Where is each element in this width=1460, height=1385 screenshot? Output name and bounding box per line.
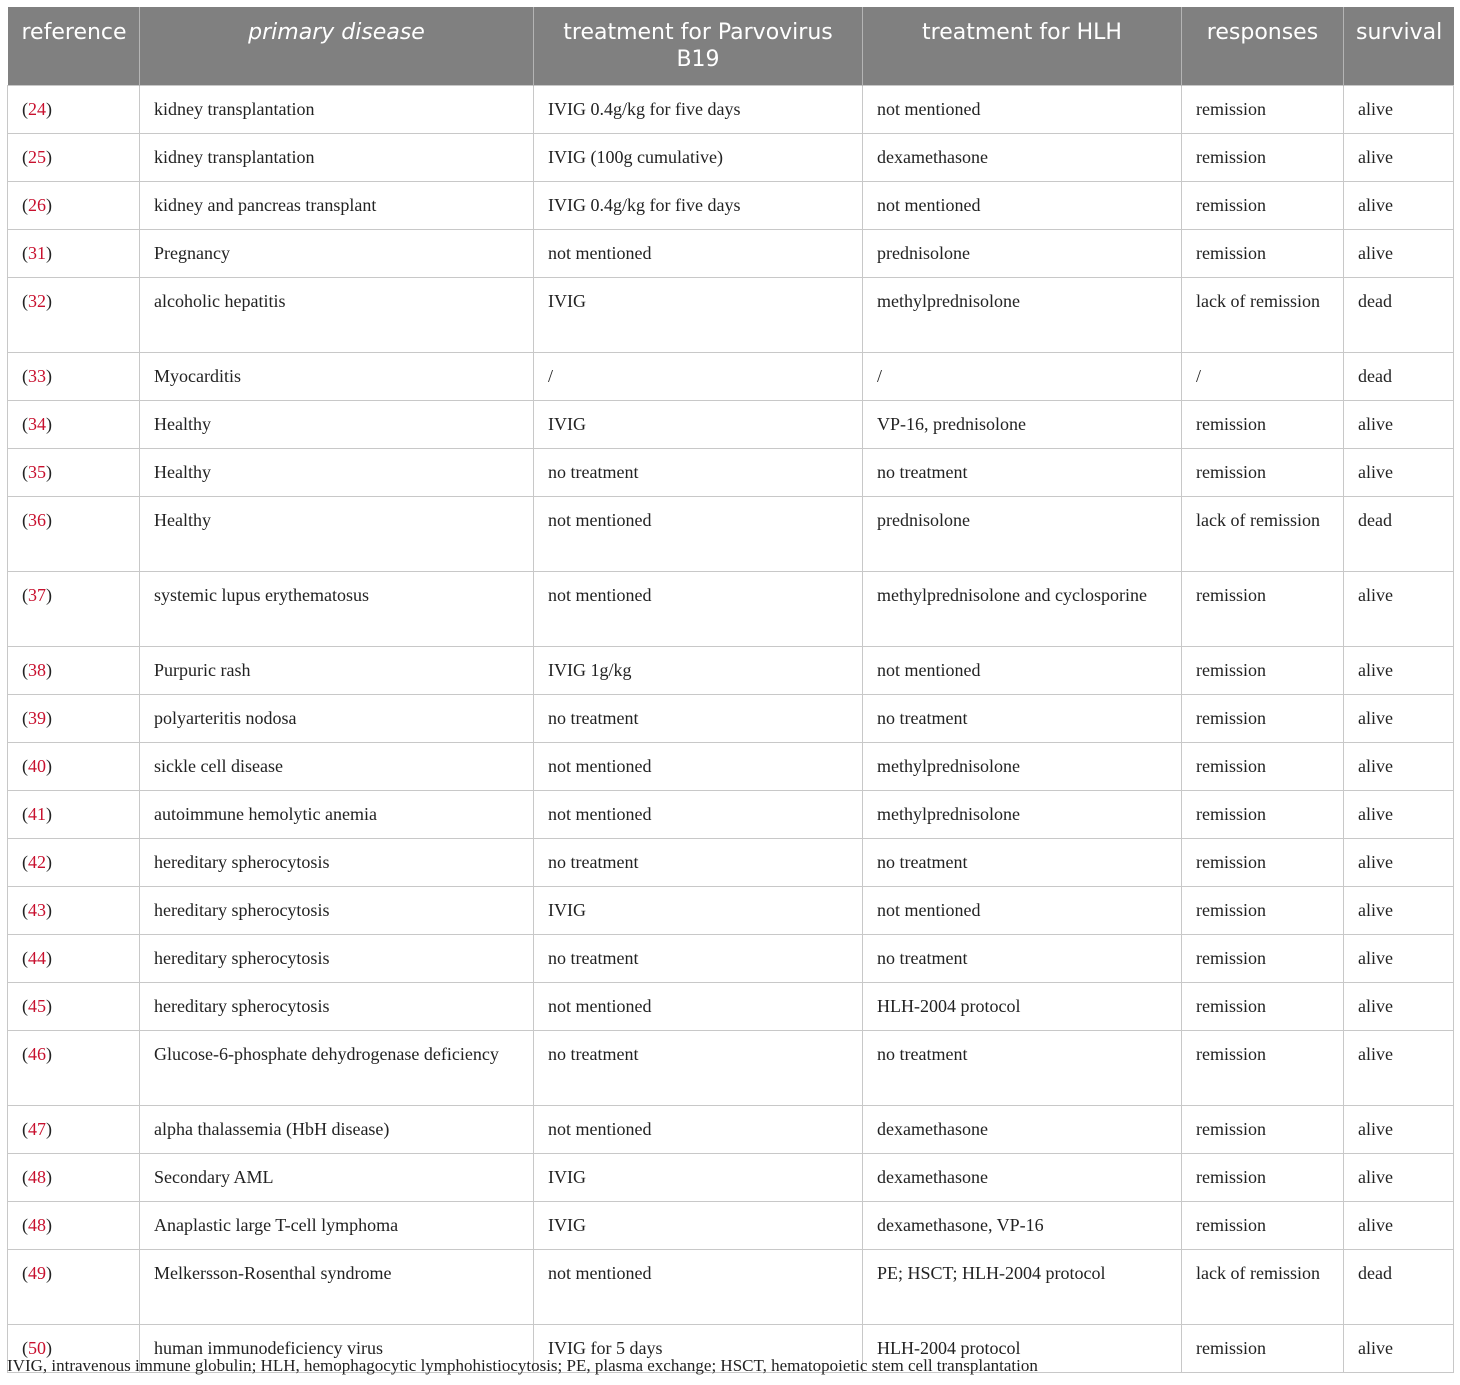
- cell-response: remission: [1182, 572, 1344, 647]
- cell-treatment-hlh: HLH-2004 protocol: [863, 1325, 1182, 1373]
- cell-reference: (40): [8, 743, 140, 791]
- cell-primary-disease: kidney transplantation: [140, 86, 534, 134]
- reference-link[interactable]: 42: [28, 852, 46, 872]
- cell-survival: dead: [1344, 278, 1454, 353]
- cell-response: lack of remission: [1182, 497, 1344, 572]
- reference-link[interactable]: 48: [28, 1167, 46, 1187]
- cell-survival: dead: [1344, 353, 1454, 401]
- cell-response: remission: [1182, 1202, 1344, 1250]
- table-row: [8, 1154, 1454, 1202]
- cell-survival: alive: [1344, 86, 1454, 134]
- table-row: [8, 695, 1454, 743]
- cell-reference: (39): [8, 695, 140, 743]
- cell-response: remission: [1182, 230, 1344, 278]
- cell-treatment-hlh: no treatment: [863, 839, 1182, 887]
- cell-reference: (24): [8, 86, 140, 134]
- cell-reference: (32): [8, 278, 140, 353]
- cell-treatment-hlh: not mentioned: [863, 182, 1182, 230]
- reference-link[interactable]: 41: [28, 804, 46, 824]
- cell-primary-disease: human immunodeficiency virus: [140, 1325, 534, 1373]
- cell-treatment-hlh: dexamethasone: [863, 134, 1182, 182]
- cell-treatment-parvovirus: not mentioned: [534, 791, 863, 839]
- cell-response: remission: [1182, 1154, 1344, 1202]
- cell-primary-disease: systemic lupus erythematosus: [140, 572, 534, 647]
- cell-treatment-parvovirus: IVIG 0.4g/kg for five days: [534, 182, 863, 230]
- cell-reference: (25): [8, 134, 140, 182]
- cell-treatment-parvovirus: IVIG for 5 days: [534, 1325, 863, 1373]
- cell-primary-disease: Secondary AML: [140, 1154, 534, 1202]
- cell-reference: (37): [8, 572, 140, 647]
- cell-response: remission: [1182, 935, 1344, 983]
- cell-primary-disease: Melkersson-Rosenthal syndrome: [140, 1250, 534, 1325]
- cell-primary-disease: autoimmune hemolytic anemia: [140, 791, 534, 839]
- cell-survival: alive: [1344, 695, 1454, 743]
- cell-treatment-hlh: dexamethasone: [863, 1154, 1182, 1202]
- reference-link[interactable]: 33: [28, 366, 46, 386]
- cell-primary-disease: hereditary spherocytosis: [140, 935, 534, 983]
- cell-treatment-hlh: no treatment: [863, 449, 1182, 497]
- table-row: [8, 182, 1454, 230]
- cell-treatment-parvovirus: IVIG 0.4g/kg for five days: [534, 86, 863, 134]
- cell-response: remission: [1182, 134, 1344, 182]
- cell-response: remission: [1182, 887, 1344, 935]
- cell-response: /: [1182, 353, 1344, 401]
- cell-primary-disease: hereditary spherocytosis: [140, 839, 534, 887]
- cell-treatment-parvovirus: not mentioned: [534, 572, 863, 647]
- reference-link[interactable]: 47: [28, 1119, 46, 1139]
- reference-link[interactable]: 49: [28, 1263, 46, 1283]
- table-row: [8, 230, 1454, 278]
- header-treatment-parvovirus: treatment for Parvovirus B19: [534, 7, 863, 86]
- cell-response: remission: [1182, 647, 1344, 695]
- header-survival: survival: [1344, 7, 1454, 86]
- table-row: [8, 1031, 1454, 1106]
- cell-reference: (35): [8, 449, 140, 497]
- cell-treatment-parvovirus: not mentioned: [534, 230, 863, 278]
- cell-treatment-parvovirus: not mentioned: [534, 1106, 863, 1154]
- cell-treatment-parvovirus: IVIG: [534, 1154, 863, 1202]
- cell-primary-disease: kidney transplantation: [140, 134, 534, 182]
- table-footnote: IVIG, intravenous immune globulin; HLH, hemophagocytic lymphohistiocytosis; PE, plasma exchange; HSCT, hematopoietic stem cell transplantation: [7, 1356, 1038, 1375]
- cell-primary-disease: alcoholic hepatitis: [140, 278, 534, 353]
- cell-treatment-hlh: PE; HSCT; HLH-2004 protocol: [863, 1250, 1182, 1325]
- cell-response: remission: [1182, 983, 1344, 1031]
- cell-response: remission: [1182, 1106, 1344, 1154]
- cell-treatment-hlh: HLH-2004 protocol: [863, 983, 1182, 1031]
- cell-survival: alive: [1344, 1031, 1454, 1106]
- cell-survival: alive: [1344, 1325, 1454, 1373]
- cell-treatment-hlh: VP-16, prednisolone: [863, 401, 1182, 449]
- table-row: [8, 401, 1454, 449]
- cell-primary-disease: Purpuric rash: [140, 647, 534, 695]
- cell-treatment-hlh: methylprednisolone: [863, 278, 1182, 353]
- cell-primary-disease: kidney and pancreas transplant: [140, 182, 534, 230]
- reference-link[interactable]: 36: [28, 510, 46, 530]
- cell-response: remission: [1182, 1031, 1344, 1106]
- reference-link[interactable]: 26: [28, 195, 46, 215]
- table-row: [8, 935, 1454, 983]
- cell-reference: (38): [8, 647, 140, 695]
- cell-primary-disease: Myocarditis: [140, 353, 534, 401]
- reference-link[interactable]: 25: [28, 147, 46, 167]
- cell-treatment-hlh: not mentioned: [863, 86, 1182, 134]
- table-row: [8, 791, 1454, 839]
- cell-reference: (31): [8, 230, 140, 278]
- cell-response: remission: [1182, 182, 1344, 230]
- cell-response: remission: [1182, 449, 1344, 497]
- table-row: [8, 1106, 1454, 1154]
- cell-treatment-parvovirus: no treatment: [534, 695, 863, 743]
- cell-response: remission: [1182, 791, 1344, 839]
- cell-primary-disease: Healthy: [140, 449, 534, 497]
- cell-primary-disease: hereditary spherocytosis: [140, 983, 534, 1031]
- cell-survival: alive: [1344, 839, 1454, 887]
- reference-link[interactable]: 37: [28, 585, 46, 605]
- cell-primary-disease: Glucose-6-phosphate dehydrogenase deficiency: [140, 1031, 534, 1106]
- cell-reference: (44): [8, 935, 140, 983]
- reference-link[interactable]: 43: [28, 900, 46, 920]
- cell-treatment-parvovirus: IVIG 1g/kg: [534, 647, 863, 695]
- cell-response: remission: [1182, 401, 1344, 449]
- cell-reference: (36): [8, 497, 140, 572]
- cell-survival: alive: [1344, 1106, 1454, 1154]
- cell-primary-disease: Healthy: [140, 497, 534, 572]
- cell-treatment-parvovirus: no treatment: [534, 449, 863, 497]
- cell-primary-disease: sickle cell disease: [140, 743, 534, 791]
- table-row: [8, 449, 1454, 497]
- data-table-container: [7, 7, 1453, 1373]
- reference-link[interactable]: 38: [28, 660, 46, 680]
- cell-primary-disease: alpha thalassemia (HbH disease): [140, 1106, 534, 1154]
- table-row: [8, 278, 1454, 353]
- table-row: [8, 983, 1454, 1031]
- cell-treatment-hlh: dexamethasone: [863, 1106, 1182, 1154]
- table-row: [8, 647, 1454, 695]
- cell-response: remission: [1182, 1325, 1344, 1373]
- cell-treatment-parvovirus: not mentioned: [534, 743, 863, 791]
- cell-survival: alive: [1344, 182, 1454, 230]
- cell-treatment-hlh: prednisolone: [863, 497, 1182, 572]
- cell-response: remission: [1182, 86, 1344, 134]
- cell-treatment-parvovirus: no treatment: [534, 839, 863, 887]
- table-row: [8, 887, 1454, 935]
- cell-treatment-hlh: no treatment: [863, 1031, 1182, 1106]
- reference-link[interactable]: 34: [28, 414, 46, 434]
- reference-link[interactable]: 35: [28, 462, 46, 482]
- cell-reference: (50): [8, 1325, 140, 1373]
- cell-treatment-hlh: not mentioned: [863, 647, 1182, 695]
- table-row: [8, 1250, 1454, 1325]
- cell-treatment-parvovirus: no treatment: [534, 1031, 863, 1106]
- cell-reference: (48): [8, 1154, 140, 1202]
- reference-link[interactable]: 31: [28, 243, 46, 263]
- table-row: [8, 497, 1454, 572]
- cell-reference: (26): [8, 182, 140, 230]
- reference-link[interactable]: 50: [28, 1338, 46, 1358]
- reference-link[interactable]: 24: [28, 99, 46, 119]
- cell-treatment-parvovirus: IVIG: [534, 1202, 863, 1250]
- cell-survival: alive: [1344, 572, 1454, 647]
- cell-treatment-parvovirus: IVIG: [534, 887, 863, 935]
- cell-primary-disease: Pregnancy: [140, 230, 534, 278]
- cell-primary-disease: Anaplastic large T-cell lymphoma: [140, 1202, 534, 1250]
- cell-treatment-hlh: methylprednisolone: [863, 743, 1182, 791]
- cell-survival: dead: [1344, 1250, 1454, 1325]
- cell-response: lack of remission: [1182, 278, 1344, 353]
- cell-survival: alive: [1344, 401, 1454, 449]
- cell-treatment-parvovirus: IVIG: [534, 401, 863, 449]
- cell-treatment-hlh: not mentioned: [863, 887, 1182, 935]
- table-row: [8, 839, 1454, 887]
- cell-treatment-parvovirus: not mentioned: [534, 1250, 863, 1325]
- cell-survival: alive: [1344, 134, 1454, 182]
- cell-survival: alive: [1344, 647, 1454, 695]
- cell-survival: alive: [1344, 449, 1454, 497]
- reference-link[interactable]: 40: [28, 756, 46, 776]
- reference-link[interactable]: 46: [28, 1044, 46, 1064]
- header-primary-disease: primary disease: [140, 7, 534, 86]
- cell-treatment-parvovirus: no treatment: [534, 935, 863, 983]
- cell-treatment-parvovirus: /: [534, 353, 863, 401]
- cell-survival: alive: [1344, 1202, 1454, 1250]
- table-row: [8, 353, 1454, 401]
- table-row: [8, 134, 1454, 182]
- cell-primary-disease: hereditary spherocytosis: [140, 887, 534, 935]
- cell-treatment-hlh: methylprednisolone: [863, 791, 1182, 839]
- cell-treatment-hlh: dexamethasone, VP-16: [863, 1202, 1182, 1250]
- case-table: [7, 7, 1454, 1373]
- table-row: [8, 1202, 1454, 1250]
- cell-treatment-hlh: methylprednisolone and cyclosporine: [863, 572, 1182, 647]
- cell-survival: alive: [1344, 983, 1454, 1031]
- cell-survival: alive: [1344, 743, 1454, 791]
- header-reference: reference: [8, 7, 140, 86]
- cell-reference: (45): [8, 983, 140, 1031]
- cell-response: remission: [1182, 695, 1344, 743]
- cell-response: remission: [1182, 839, 1344, 887]
- cell-reference: (42): [8, 839, 140, 887]
- cell-response: lack of remission: [1182, 1250, 1344, 1325]
- cell-survival: alive: [1344, 887, 1454, 935]
- table-body: [8, 86, 1454, 1373]
- cell-reference: (34): [8, 401, 140, 449]
- cell-treatment-parvovirus: not mentioned: [534, 497, 863, 572]
- table-header-row: [8, 7, 1454, 86]
- cell-treatment-hlh: /: [863, 353, 1182, 401]
- header-responses: responses: [1182, 7, 1344, 86]
- cell-treatment-parvovirus: not mentioned: [534, 983, 863, 1031]
- cell-survival: alive: [1344, 230, 1454, 278]
- table-row: [8, 572, 1454, 647]
- reference-link[interactable]: 48: [28, 1215, 46, 1235]
- cell-treatment-parvovirus: IVIG (100g cumulative): [534, 134, 863, 182]
- cell-primary-disease: Healthy: [140, 401, 534, 449]
- table-row: [8, 743, 1454, 791]
- cell-survival: alive: [1344, 1154, 1454, 1202]
- cell-treatment-hlh: prednisolone: [863, 230, 1182, 278]
- reference-link[interactable]: 39: [28, 708, 46, 728]
- cell-reference: (49): [8, 1250, 140, 1325]
- reference-link[interactable]: 32: [28, 291, 46, 311]
- header-treatment-hlh: treatment for HLH: [863, 7, 1182, 86]
- cell-survival: dead: [1344, 497, 1454, 572]
- cell-survival: alive: [1344, 791, 1454, 839]
- cell-reference: (46): [8, 1031, 140, 1106]
- cell-reference: (47): [8, 1106, 140, 1154]
- cell-treatment-hlh: no treatment: [863, 695, 1182, 743]
- cell-response: remission: [1182, 743, 1344, 791]
- cell-primary-disease: polyarteritis nodosa: [140, 695, 534, 743]
- reference-link[interactable]: 45: [28, 996, 46, 1016]
- cell-survival: alive: [1344, 935, 1454, 983]
- cell-reference: (43): [8, 887, 140, 935]
- reference-link[interactable]: 44: [28, 948, 46, 968]
- cell-treatment-parvovirus: IVIG: [534, 278, 863, 353]
- cell-reference: (41): [8, 791, 140, 839]
- cell-reference: (48): [8, 1202, 140, 1250]
- cell-reference: (33): [8, 353, 140, 401]
- cell-treatment-hlh: no treatment: [863, 935, 1182, 983]
- table-row: [8, 86, 1454, 134]
